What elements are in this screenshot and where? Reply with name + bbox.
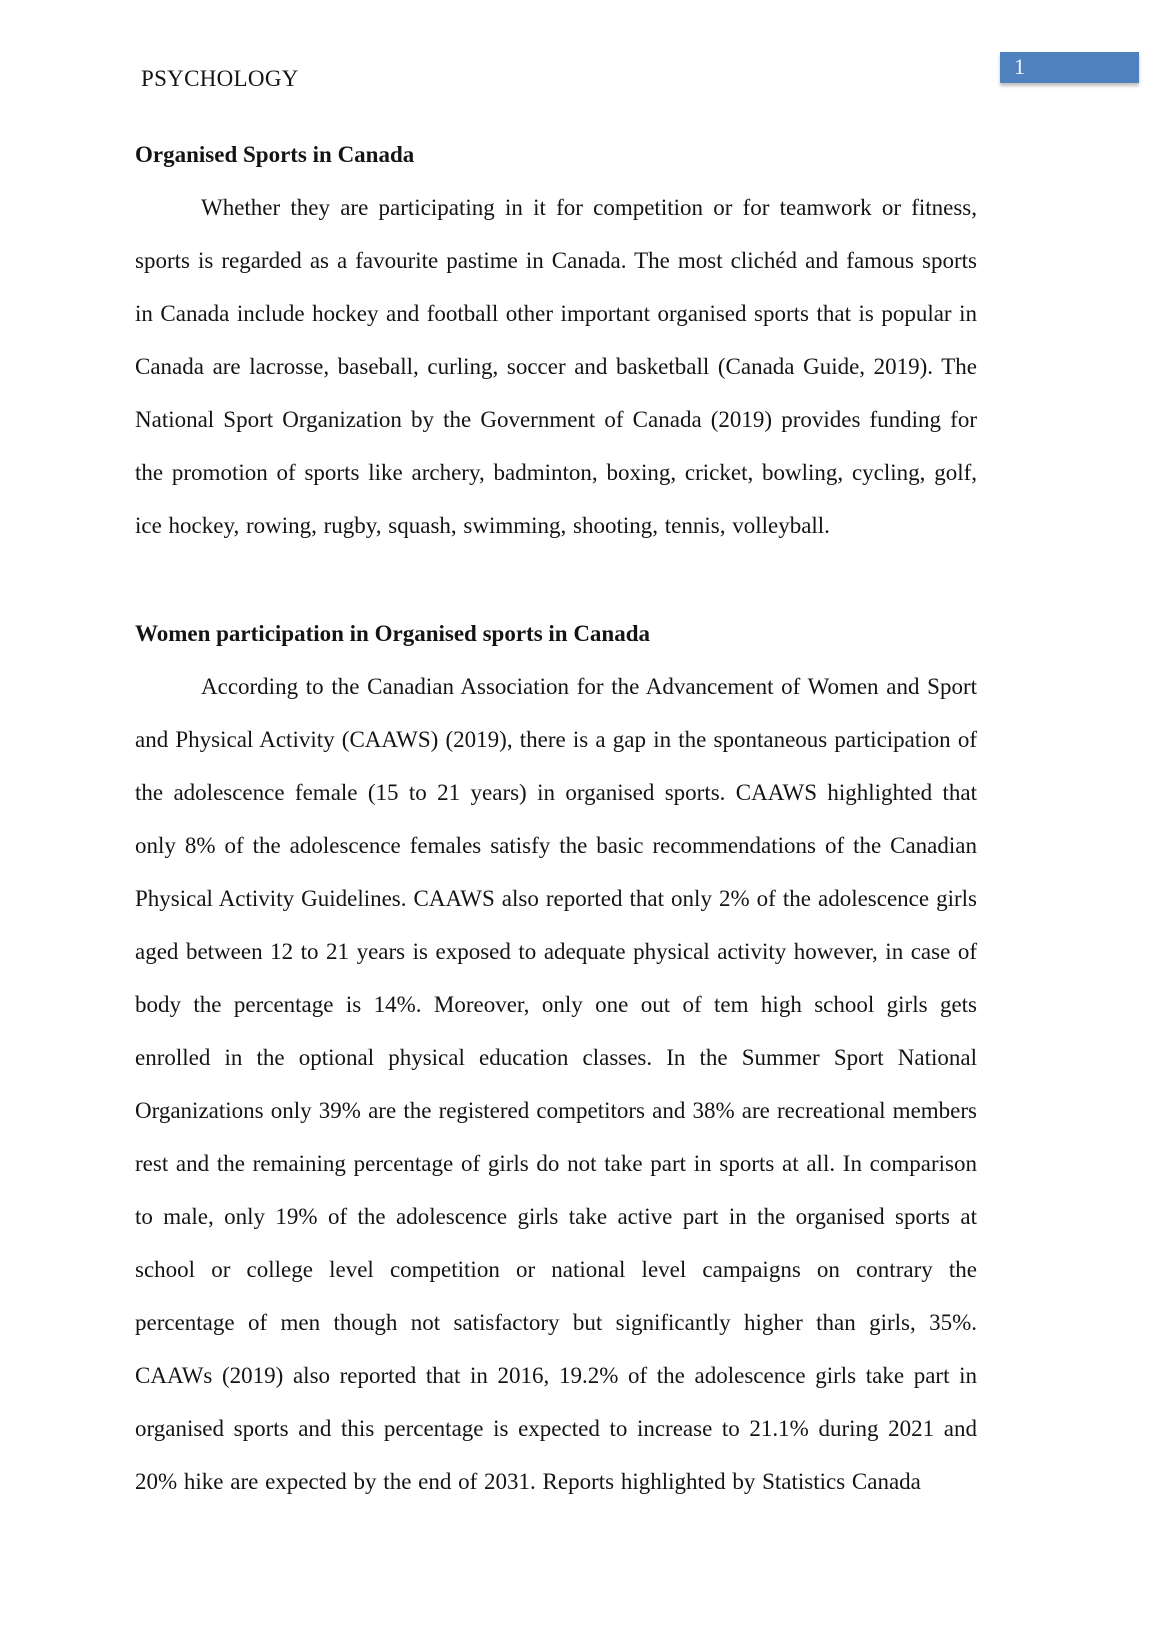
section-heading-organised-sports: Organised Sports in Canada — [135, 142, 415, 167]
paragraph-women-participation: According to the Canadian Association for the Advancement of Women and Sport and Physical Activity (CAAWS) (2019), there is a gap in the spontaneous participation of the adolescence female (15 to 21 years) in organised sports. CAAWS highlighted that only 8% of the adolescence females satisfy the basic recommendations of the Canadian Physical Activity Guidelines. CAAWS also reported that only 2% of the adolescence girls aged between 12 to 21 years is exposed to adequate physical activity however, in case of body the percentage is 14%. Moreover, only one out of tem high school girls gets enrolled in the optional physical education classes. In the Summer Sport National Organizations only 39% are the registered competitors and 38% are recreational members rest and the remaining percentage of girls do not take part in sports at all. In comparison to male, only 19% of the adolescence girls take active part in the organised sports at school or college level competition or national level campaigns on contrary the percentage of men though not satisfactory but significantly higher than girls, 35%. CAAWs (2019) also reported that in 2016, 19.2% of the adolescence girls take part in organised sports and this percentage is expected to increase to 21.1% during 2021 and 20% hike are expected by the end of 2031. Reports highlighted by Statistics Canada — [135, 674, 977, 1494]
paragraph-organised-sports: Whether they are participating in it for competition or for teamwork or fitness, sports is regarded as a favourite pastime in Canada. The most clichéd and famous sports in Canada include hockey and football other important organised sports that is popular in Canada are lacrosse, baseball, curling, soccer and basketball (Canada Guide, 2019). The National Sport Organization by the Government of Canada (2019) provides funding for the promotion of sports like archery, badminton, boxing, cricket, bowling, cycling, golf, ice hockey, rowing, rugby, squash, swimming, shooting, tennis, volleyball. — [135, 195, 977, 538]
page-number-badge — [1000, 52, 1139, 83]
document-body — [135, 128, 977, 1508]
section-heading-women-participation: Women participation in Organised sports in Canada — [135, 621, 651, 646]
page-number: 1 — [1014, 54, 1025, 79]
running-head: PSYCHOLOGY — [141, 66, 299, 91]
